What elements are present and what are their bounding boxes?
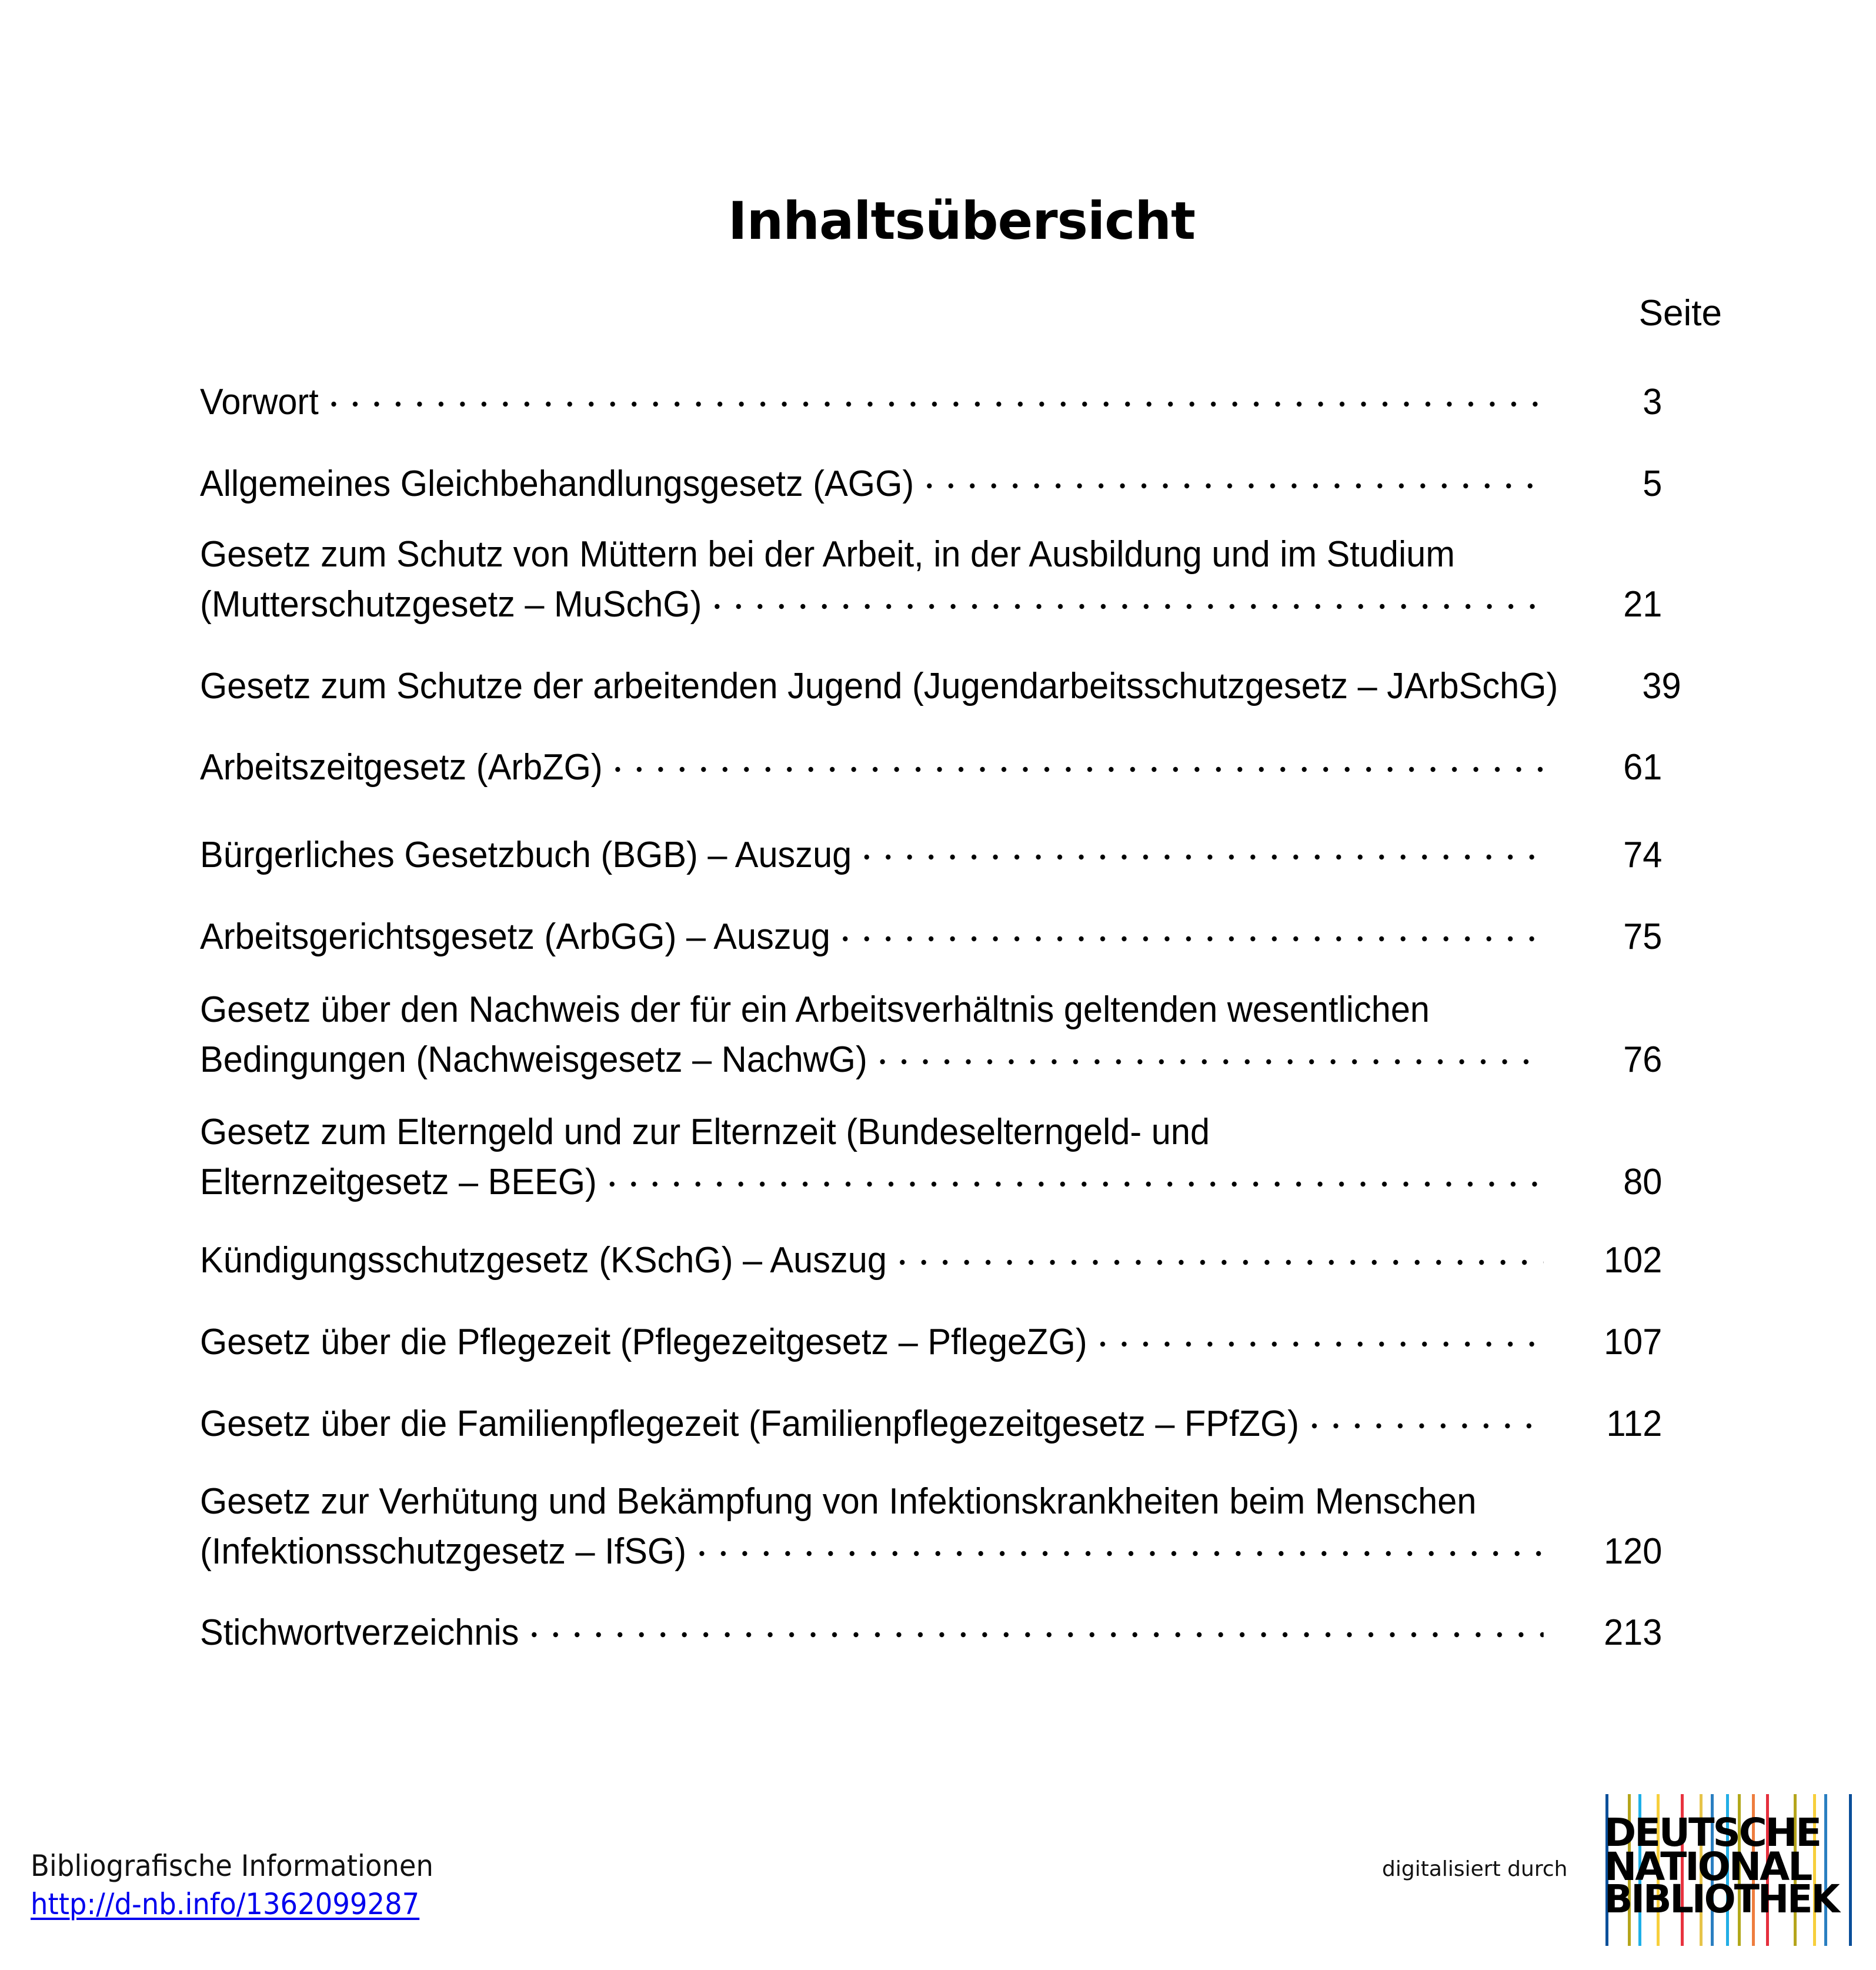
toc-entry-page-number: 3	[1643, 382, 1663, 422]
dot-leader	[706, 575, 1544, 616]
toc-entry-page-number: 75	[1623, 916, 1663, 957]
logo-color-bar	[1849, 1794, 1852, 1946]
toc-entry[interactable]	[200, 657, 1681, 707]
dot-leader	[523, 1604, 1544, 1645]
dot-leader	[1091, 1313, 1543, 1354]
dot-leader	[835, 908, 1544, 949]
toc-entry-title: Kündigungsschutzgesetz (KSchG) – Auszug	[200, 1240, 887, 1281]
toc-entry-page-number: 74	[1623, 835, 1663, 875]
toc-entry[interactable]	[200, 1604, 1662, 1654]
toc-entry-title: Arbeitsgerichtsgesetz (ArbGG) – Auszug	[200, 916, 830, 957]
dot-leader	[607, 738, 1543, 779]
toc-entry[interactable]	[200, 455, 1662, 505]
logo-color-bar	[1824, 1794, 1827, 1946]
toc-entry-title-line: Gesetz zur Verhütung und Bekämpfung von Infektionskrankheiten beim Menschen	[200, 1481, 1477, 1522]
dot-leader	[323, 373, 1543, 414]
toc-entry[interactable]	[200, 738, 1662, 788]
toc-entry[interactable]	[200, 534, 1662, 625]
toc-entry-page-number: 107	[1604, 1322, 1663, 1362]
dot-leader	[856, 826, 1544, 867]
toc-entry-title: Arbeitszeitgesetz (ArbZG)	[200, 747, 603, 788]
logo-word-bibliothek: BIBLIOTHEK	[1604, 1876, 1838, 1922]
toc-entry[interactable]	[200, 1313, 1662, 1363]
toc-entry[interactable]	[200, 1481, 1662, 1572]
dot-leader	[919, 455, 1544, 496]
toc-entry-page-number: 39	[1642, 666, 1681, 706]
logo-word-national: NATIONAL	[1604, 1844, 1811, 1889]
toc-entry-page-number: 5	[1643, 464, 1663, 504]
toc-entry-title: Elternzeitgesetz – BEEG)	[200, 1162, 597, 1202]
toc-entry-title: Gesetz zum Schutze der arbeitenden Jugend (Jugendarbeitsschutzgesetz – JArbSchG)	[200, 666, 1558, 706]
toc-entry[interactable]	[200, 1112, 1662, 1203]
page-column-label: Seite	[1638, 293, 1722, 334]
toc-entry-page-number: 112	[1606, 1404, 1663, 1444]
toc-entry-page-number: 76	[1623, 1039, 1663, 1080]
dot-leader	[602, 1153, 1544, 1194]
toc-entry-title: Vorwort	[200, 382, 319, 422]
toc-entry[interactable]	[200, 826, 1662, 876]
toc-entry[interactable]	[200, 1231, 1662, 1281]
toc-entry-page-number: 102	[1604, 1240, 1663, 1281]
toc-entry[interactable]	[200, 1395, 1662, 1445]
logo-word-deutsche: DEUTSCHE	[1604, 1810, 1821, 1855]
toc-entry-title-line: Gesetz zum Elterngeld und zur Elternzeit (Bundeselterngeld- und	[200, 1112, 1210, 1152]
toc-entry-page-number: 80	[1623, 1162, 1663, 1202]
toc-entry-page-number: 213	[1604, 1612, 1663, 1653]
toc-entry-page-number: 120	[1604, 1531, 1663, 1572]
dot-leader	[1304, 1395, 1544, 1436]
toc-entry-title: (Infektionsschutzgesetz – IfSG)	[200, 1531, 687, 1572]
toc-entry-page-number: 21	[1623, 584, 1663, 625]
dot-leader	[872, 1031, 1543, 1072]
dot-leader	[892, 1231, 1544, 1272]
page-title: Inhaltsübersicht	[727, 191, 1196, 251]
toc-entry-title-line: Gesetz über den Nachweis der für ein Arbeitsverhältnis geltenden wesentlichen	[200, 989, 1430, 1030]
toc-entry-title: Gesetz über die Familienpflegezeit (Familienpflegezeitgesetz – FPfZG)	[200, 1404, 1300, 1444]
toc-entry-title: Allgemeines Gleichbehandlungsgesetz (AGG)	[200, 464, 914, 504]
toc-entry[interactable]	[200, 373, 1662, 423]
toc-entry-title: Bedingungen (Nachweisgesetz – NachwG)	[200, 1039, 867, 1080]
toc-entry-title-line: Gesetz zum Schutz von Müttern bei der Arbeit, in der Ausbildung und im Studium	[200, 534, 1455, 575]
toc-entry-title: Stichwortverzeichnis	[200, 1612, 519, 1653]
toc-entry[interactable]	[200, 908, 1662, 958]
bibliographic-info-link[interactable]: http://d-nb.info/1362099287	[31, 1887, 420, 1921]
toc-entry-page-number: 61	[1623, 747, 1663, 788]
toc-entry[interactable]	[200, 989, 1662, 1081]
bibliographic-info-label: Bibliografische Informationen	[31, 1849, 433, 1883]
toc-entry-title: Gesetz über die Pflegezeit (Pflegezeitgesetz – PflegeZG)	[200, 1322, 1087, 1362]
digitized-by-label: digitalisiert durch	[1382, 1857, 1568, 1881]
deutsche-nationalbibliothek-logo	[1601, 1794, 1854, 1947]
toc-entry-title: Bürgerliches Gesetzbuch (BGB) – Auszug	[200, 835, 852, 875]
dot-leader	[691, 1522, 1544, 1564]
toc-entry-title: (Mutterschutzgesetz – MuSchG)	[200, 584, 702, 625]
